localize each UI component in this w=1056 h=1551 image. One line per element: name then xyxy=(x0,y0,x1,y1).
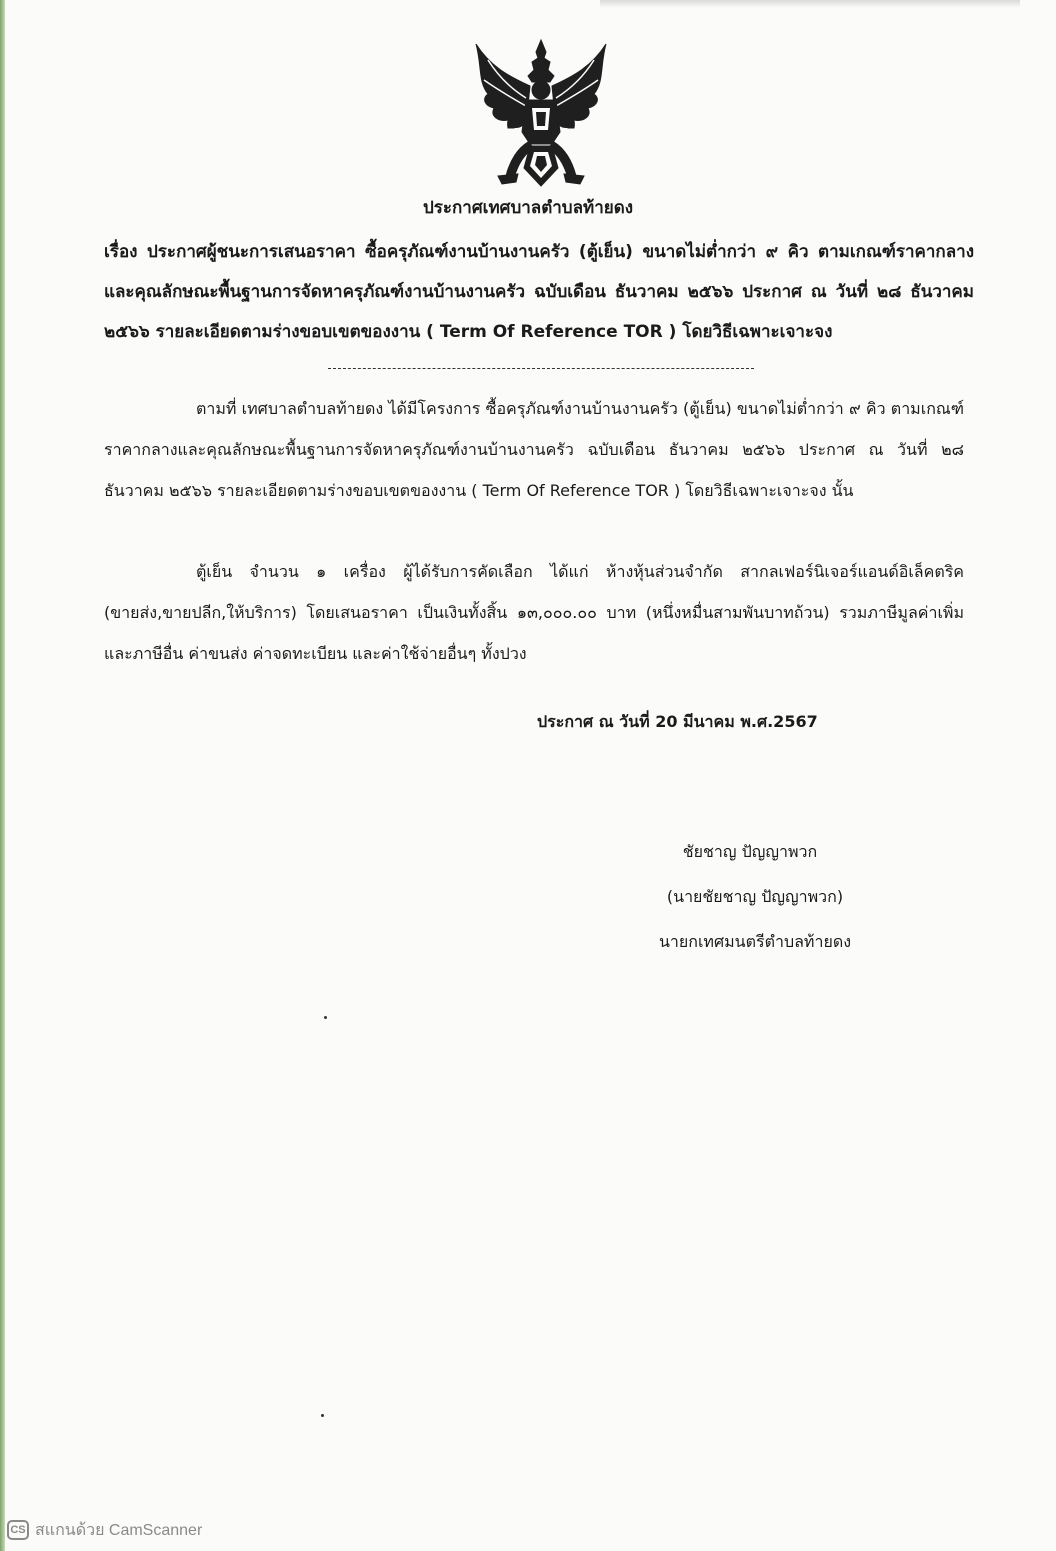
scan-edge-strip xyxy=(0,0,5,1551)
announcement-subject: เรื่อง ประกาศผู้ชนะการเสนอราคา ซื้อครุภัณฑ์งานบ้านงานครัว (ตู้เย็น) ขนาดไม่ต่ำกว่า ๙ คิว ตามเกณฑ์ราคากลางและคุณลักษณะพื้นฐานการจัดหาครุภัณฑ์งานบ้านงานครัว ฉบับเดือน ธันวาคม ๒๕๖๖ ประกาศ ณ วันที่ ๒๘ ธันวาคม ๒๕๖๖ รายละเอียดตามร่างขอบเขตของงาน ( Term Of Reference TOR ) โดยวิธีเฉพาะเจาะจง xyxy=(104,242,974,342)
body-paragraph-1: ตามที่ เทศบาลตำบลท้ายดง ได้มีโครงการ ซื้อครุภัณฑ์งานบ้านงานครัว (ตู้เย็น) ขนาดไม่ต่ำกว่า ๙ คิว ตามเกณฑ์ราคากลางและคุณลักษณะพื้นฐานการจัดหาครุภัณฑ์งานบ้านงานครัว ฉบับเดือน ธันวาคม ๒๕๖๖ ประกาศ ณ วันที่ ๒๘ ธันวาคม ๒๕๖๖ รายละเอียดตามร่างขอบเขตของงาน ( Term Of Reference TOR ) โดยวิธีเฉพาะเจาะจง นั้น xyxy=(104,399,964,500)
scanner-watermark xyxy=(7,1519,202,1541)
announcement-title: ประกาศเทศบาลตำบลท้ายดง xyxy=(422,198,634,218)
watermark-text: สแกนด้วย CamScanner xyxy=(35,1521,203,1539)
signatory-position: นายกเทศมนตรีตำบลท้ายดง xyxy=(658,932,852,951)
signature-name: ชัยชาญ ปัญญาพวก xyxy=(682,842,818,861)
scan-speck xyxy=(321,1414,324,1417)
dashed-divider xyxy=(328,368,754,369)
announcement-date: ประกาศ ณ วันที่ 20 มีนาคม พ.ศ.2567 xyxy=(537,712,818,731)
scan-speck xyxy=(324,1016,327,1019)
signatory-full-name: (นายชัยชาญ ปัญญาพวก) xyxy=(666,887,844,906)
body-paragraph-2: ตู้เย็น จำนวน ๑ เครื่อง ผู้ได้รับการคัดเลือก ได้แก่ ห้างหุ้นส่วนจำกัด สากลเฟอร์นิเจอร์แอนด์อิเล็คตริค (ขายส่ง,ขายปลีก,ให้บริการ) โดยเสนอราคา เป็นเงินทั้งสิ้น ๑๓,๐๐๐.๐๐ บาท (หนึ่งหมื่นสามพันบาทถ้วน) รวมภาษีมูลค่าเพิ่มและภาษีอื่น ค่าขนส่ง ค่าจดทะเบียน และค่าใช้จ่ายอื่นๆ ทั้งปวง xyxy=(104,562,964,663)
garuda-emblem-icon xyxy=(468,36,614,188)
camscanner-logo-icon: CS xyxy=(7,1520,29,1540)
scan-top-bleed xyxy=(600,0,1020,8)
